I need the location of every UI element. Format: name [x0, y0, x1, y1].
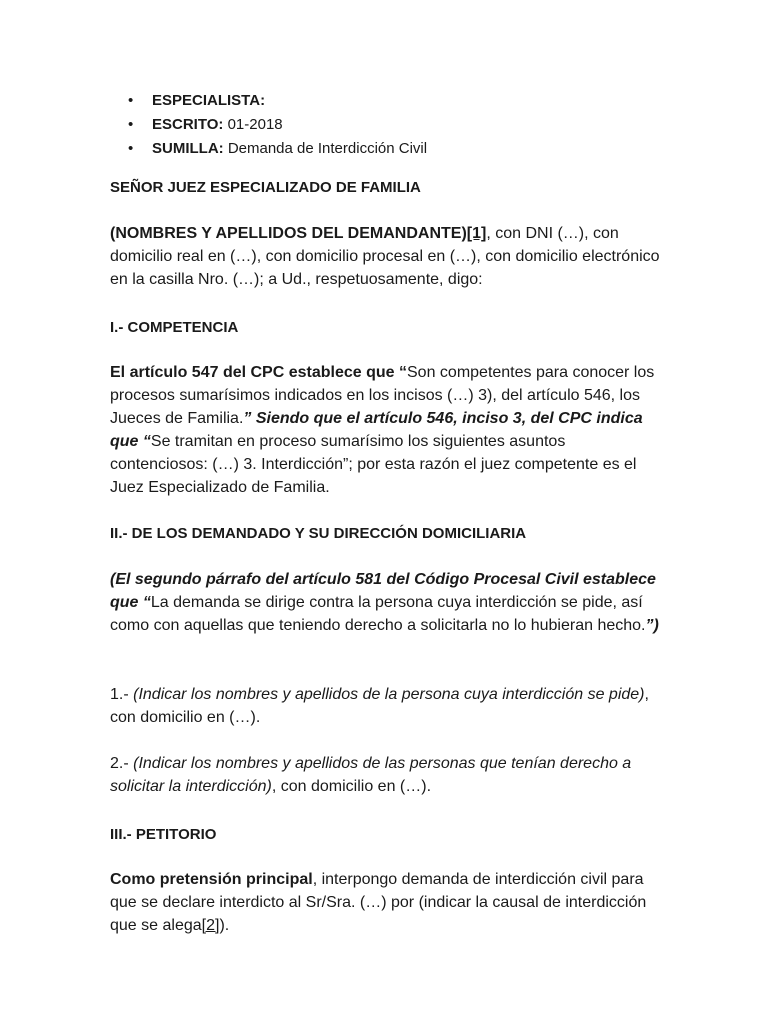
quote-text: La demanda se dirige contra la persona cuya interdicción se pide, así como con aquellas que teniendo derecho a solicitarla no lo hubieran hecho. — [110, 594, 646, 634]
petitorio-text: , interpongo demanda de interdicción civil para que se declare interdicto al Sr/Sra. (…) por (indicar la causal de interdicción que se alega — [110, 871, 647, 934]
header-label: SUMILLA: — [152, 140, 224, 157]
intro-text: , con DNI (…), con domicilio real en (…), con domicilio procesal en (…), con domicilio electrónico en la casilla Nro. (…); a Ud., respetuosamente, digo: — [110, 225, 660, 288]
item-text: , con domicilio en (…). — [271, 778, 432, 795]
intro-paragraph — [110, 222, 662, 291]
petitorio-close: ). — [219, 917, 230, 934]
header-value: Demanda de Interdicción Civil — [223, 140, 428, 157]
plaintiff-name-placeholder: (NOMBRES Y APELLIDOS DEL DEMANDANTE) — [110, 225, 467, 242]
section-heading-petitorio: III.- PETITORIO — [110, 826, 217, 843]
demandado-item-1 — [110, 683, 662, 729]
quote-text-2: Se tramitan en proceso sumarísimo los siguientes asuntos contenciosos: (…) 3. Interdicción”; por esta razón el juez competente es el Juez Especializado de Familia. — [110, 433, 637, 496]
header-label: ESCRITO: — [152, 116, 224, 133]
demandado-item-2 — [110, 752, 662, 798]
quote-text: Son competentes para conocer los procesos sumarísimos indicados en los incisos (…) 3), del artículo 546, los Jueces de Familia. — [110, 364, 655, 427]
item-text: , con domicilio en (…). — [110, 686, 649, 726]
bold-italic-close: ”) — [645, 617, 659, 634]
footnote-link-2[interactable]: [2] — [201, 917, 220, 934]
petitorio-paragraph — [110, 868, 662, 937]
bullet-icon: • — [128, 116, 134, 133]
bold-text: Como pretensión principal — [110, 871, 313, 888]
bullet-icon: • — [128, 140, 134, 157]
competencia-paragraph — [110, 361, 662, 499]
bold-italic-text: ” Siendo que el artículo 546, inciso 3, del CPC indica que “ — [110, 410, 643, 450]
footnote-link-1[interactable]: [1] — [466, 225, 487, 242]
section-heading-demandados: II.- DE LOS DEMANDADO Y SU DIRECCIÓN DOMICILIARIA — [110, 525, 527, 542]
item-number: 2.- — [110, 755, 134, 772]
bold-italic-text: (El segundo párrafo del artículo 581 del Código Procesal Civil establece que “ — [110, 571, 656, 611]
item-instruction: (Indicar los nombres y apellidos de la persona cuya interdicción se pide) — [133, 686, 645, 703]
header-label: ESPECIALISTA: — [152, 92, 266, 109]
bullet-icon: • — [128, 92, 134, 109]
item-number: 1.- — [110, 686, 134, 703]
header-item-escrito — [128, 116, 283, 134]
header-item-especialista — [128, 92, 266, 110]
header-item-sumilla — [128, 140, 428, 158]
demandados-paragraph — [110, 568, 662, 637]
section-heading-competencia: I.- COMPETENCIA — [110, 319, 239, 336]
bold-text: El artículo 547 del CPC establece que “ — [110, 364, 407, 381]
item-instruction: (Indicar los nombres y apellidos de las personas que tenían derecho a solicitar la interdicción) — [110, 755, 632, 795]
addressee: SEÑOR JUEZ ESPECIALIZADO DE FAMILIA — [110, 179, 421, 196]
header-value: 01-2018 — [223, 116, 283, 133]
